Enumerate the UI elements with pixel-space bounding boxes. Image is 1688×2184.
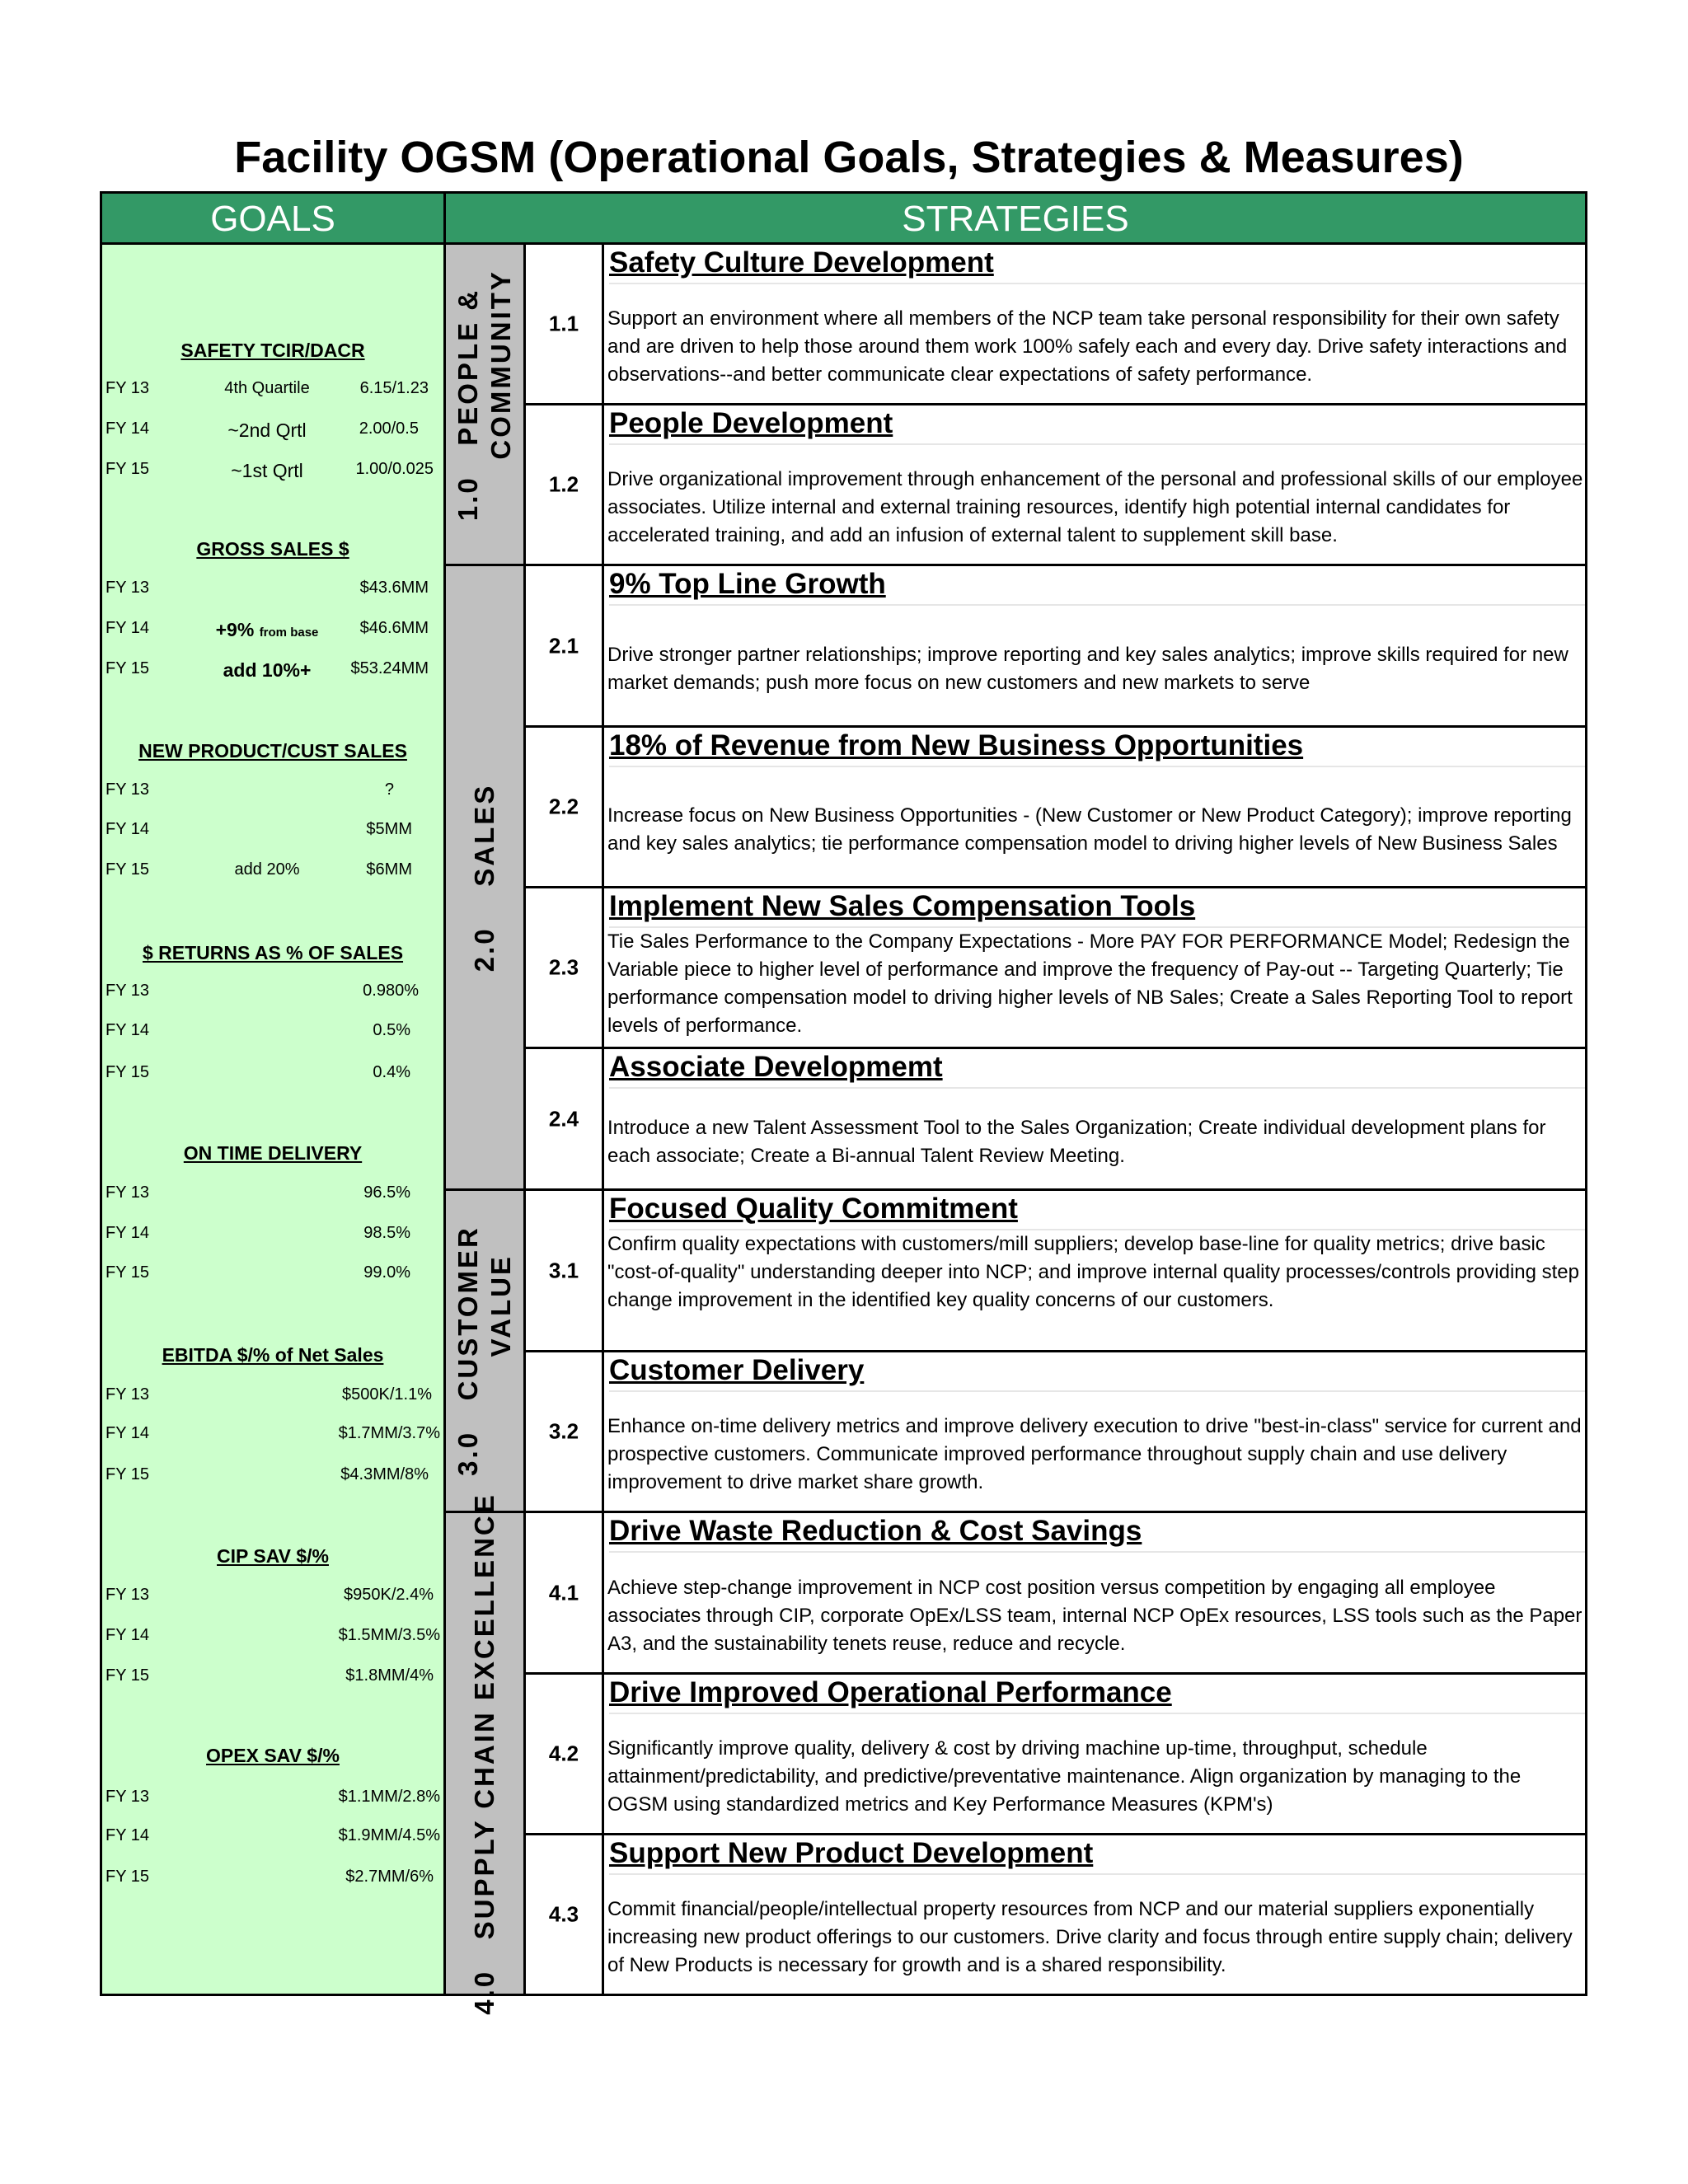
- goal-row: FY 13 $1.1MM/2.8%: [106, 1788, 440, 1806]
- goal-row: FY 13 $500K/1.1%: [106, 1385, 432, 1404]
- goal-row: FY 15 $2.7MM/6%: [106, 1868, 434, 1886]
- goal-heading-gross-sales: GROSS SALES $: [196, 538, 349, 560]
- category-label: 2.0 SALES: [469, 783, 499, 972]
- strategy-number: 4.2: [526, 1675, 604, 1835]
- goal-row: FY 13 $950K/2.4%: [106, 1586, 434, 1604]
- goal-row: FY 14 $1.9MM/4.5%: [106, 1826, 440, 1844]
- goal-heading-safety: SAFETY TCIR/DACR: [181, 340, 365, 361]
- goals-column: [102, 245, 446, 1994]
- strategy-heading: People Development: [609, 407, 1585, 445]
- page-title: Facility OGSM (Operational Goals, Strategies & Measures): [234, 133, 1464, 182]
- strategy-cell: [604, 728, 1585, 888]
- goal-row: FY 15 add 10%+ $53.24MM: [106, 659, 429, 681]
- strategy-heading: Focused Quality Commitment: [609, 1193, 1585, 1230]
- strategy-cell: [604, 1049, 1585, 1191]
- strategy-heading: Customer Delivery: [609, 1354, 1585, 1392]
- strategy-number: 2.3: [526, 888, 604, 1049]
- strategy-description: Support an environment where all members of the NCP team take personal responsibility for their own safety and are driven to help those around them work 100% safely each and every day. Drive safety interactions and observations--and better communicate clear expectations of safety performance.: [607, 307, 1568, 386]
- goal-row: FY 14 $1.7MM/3.7%: [106, 1424, 440, 1442]
- goal-row: FY 15 add 20% $6MM: [106, 860, 412, 879]
- goal-row: FY 15 0.4%: [106, 1063, 410, 1081]
- goals-header: GOALS: [102, 194, 446, 245]
- strategy-cell: [604, 1835, 1585, 1994]
- category-band-customer: [446, 1191, 526, 1513]
- goal-heading-ebitda: EBITDA $/% of Net Sales: [162, 1344, 384, 1366]
- strategy-description: Drive organizational improvement through enhancement of the personal and professional skills of our employee associates. Utilize internal and external training resources, identify high potential internal candidates for accelerated training, and add an infusion of external talent to supplement skill base.: [607, 468, 1583, 546]
- goal-row: FY 14 $5MM: [106, 820, 412, 838]
- strategy-description: Achieve step-change improvement in NCP cost position versus competition by engaging all employee associates through CIP, corporate OpEx/LSS team, internal NCP OpEx resources, LSS tools such as the Paper A3, and the sustainability tenets reuse, reduce and recycle.: [607, 1576, 1582, 1655]
- goal-row: FY 15 $1.8MM/4%: [106, 1666, 434, 1685]
- strategy-heading: Drive Waste Reduction & Cost Savings: [609, 1515, 1585, 1553]
- strategy-cell: [604, 566, 1585, 728]
- strategy-cell: [604, 1675, 1585, 1835]
- goal-heading-new-product: NEW PRODUCT/CUST SALES: [138, 740, 407, 762]
- goal-row: FY 14 +9% from base $46.6MM: [106, 619, 429, 640]
- category-band-supply-chain: [446, 1492, 526, 2015]
- strategy-description: Commit financial/people/intellectual property resources from NCP and our material suppliers exponentially increasing new product offerings to our customers. Drive clarity and focus through entire supply chain; delivery of New Products is necessary for growth and is a shared responsibility.: [607, 1898, 1573, 1976]
- strategy-cell: [604, 1513, 1585, 1675]
- goal-row: FY 13 96.5%: [106, 1183, 410, 1202]
- category-label: 1.0 PEOPLE & COMMUNITY: [452, 269, 516, 521]
- strategy-heading: Safety Culture Development: [609, 246, 1585, 284]
- strategy-description: Enhance on-time delivery metrics and improve delivery execution to drive "best-in-class" service for current and prospective customers. Communicate improved performance throughout supply chain and use delivery improvement to drive market share growth.: [607, 1415, 1582, 1493]
- strategy-description: Tie Sales Performance to the Company Expectations - More PAY FOR PERFORMANCE Model; Redesign the Variable piece to higher level of performance and improve the frequency of Pay-out -- Targeting Quarterly; Tie performance compensation model to driving higher levels of NB Sales; Create a Sales Reporting Tool to report levels of performance.: [607, 930, 1573, 1037]
- goal-row: FY 14 98.5%: [106, 1224, 410, 1242]
- strategies-header: STRATEGIES: [446, 194, 1585, 245]
- goal-heading-cip: CIP SAV $/%: [217, 1545, 329, 1567]
- strategy-number: 4.1: [526, 1513, 604, 1675]
- goal-row: FY 13 $43.6MM: [106, 579, 429, 597]
- strategy-description: Drive stronger partner relationships; improve reporting and key sales analytics; improve skills required for new market demands; push more focus on new customers and new markets to serve: [607, 643, 1568, 694]
- goal-row: FY 14 0.5%: [106, 1021, 410, 1039]
- strategy-heading: Support New Product Development: [609, 1837, 1585, 1875]
- strategy-description: Significantly improve quality, delivery & cost by driving machine up-time, throughput, schedule attainment/predictability, and predictive/preventative maintenance. Align organization by managing to the OGSM using standardized metrics and Key Performance Measures (KPM's): [607, 1737, 1522, 1816]
- strategy-number: 2.1: [526, 566, 604, 728]
- category-label: 3.0 CUSTOMER VALUE: [452, 1226, 516, 1476]
- category-label: 4.0 SUPPLY CHAIN EXCELLENCE: [469, 1492, 499, 2015]
- goal-row: FY 15 ~1st Qrtl 1.00/0.025: [106, 460, 434, 481]
- strategy-number: 2.4: [526, 1049, 604, 1191]
- strategy-cell: [604, 405, 1585, 566]
- goal-heading-on-time-delivery: ON TIME DELIVERY: [183, 1142, 363, 1164]
- goal-row: FY 14 $1.5MM/3.5%: [106, 1626, 440, 1644]
- strategy-description: Increase focus on New Business Opportunities - (New Customer or New Product Category); improve reporting and key sales analytics; tie performance compensation model to driving higher levels of New Business Sales: [607, 804, 1572, 855]
- ogsm-table: [100, 191, 1587, 2015]
- strategy-number: 1.2: [526, 405, 604, 566]
- strategy-heading: Drive Improved Operational Performance: [609, 1676, 1585, 1714]
- strategy-number: 2.2: [526, 728, 604, 888]
- goal-heading-returns: $ RETURNS AS % OF SALES: [142, 942, 404, 963]
- strategy-description: Introduce a new Talent Assessment Tool to the Sales Organization; Create individual development plans for each associate; Create a Bi-annual Talent Review Meeting.: [607, 1116, 1546, 1167]
- strategy-cell: [604, 245, 1585, 405]
- strategy-cell: [604, 1191, 1585, 1352]
- goal-row: FY 15 99.0%: [106, 1263, 410, 1282]
- goal-row: FY 13 4th Quartile 6.15/1.23: [106, 379, 429, 397]
- strategy-number: 1.1: [526, 245, 604, 405]
- strategy-cell: [604, 1352, 1585, 1513]
- category-band-people: [446, 245, 526, 566]
- strategy-heading: 18% of Revenue from New Business Opportunities: [609, 729, 1585, 767]
- goal-row: FY 13 0.980%: [106, 982, 419, 1000]
- strategy-number: 3.1: [526, 1191, 604, 1352]
- strategy-number: 4.3: [526, 1835, 604, 1994]
- strategy-heading: Implement New Sales Compensation Tools: [609, 890, 1585, 928]
- strategy-description: Confirm quality expectations with customers/mill suppliers; develop base-line for quality metrics; drive basic "cost-of-quality" understanding deeper into NCP; and improve internal quality processes/controls providing step change improvement in the identified key quality concerns of our customers.: [607, 1233, 1579, 1311]
- strategy-heading: Associate Developmemt: [609, 1051, 1585, 1089]
- strategy-heading: 9% Top Line Growth: [609, 568, 1585, 606]
- goal-row: FY 13 ?: [106, 780, 394, 799]
- goal-row: FY 14 ~2nd Qrtl 2.00/0.5: [106, 419, 419, 441]
- goal-row: FY 15 $4.3MM/8%: [106, 1465, 429, 1483]
- category-band-sales: [446, 566, 526, 1191]
- strategy-cell: [604, 888, 1585, 1049]
- goal-heading-opex: OPEX SAV $/%: [206, 1745, 340, 1766]
- strategy-number: 3.2: [526, 1352, 604, 1513]
